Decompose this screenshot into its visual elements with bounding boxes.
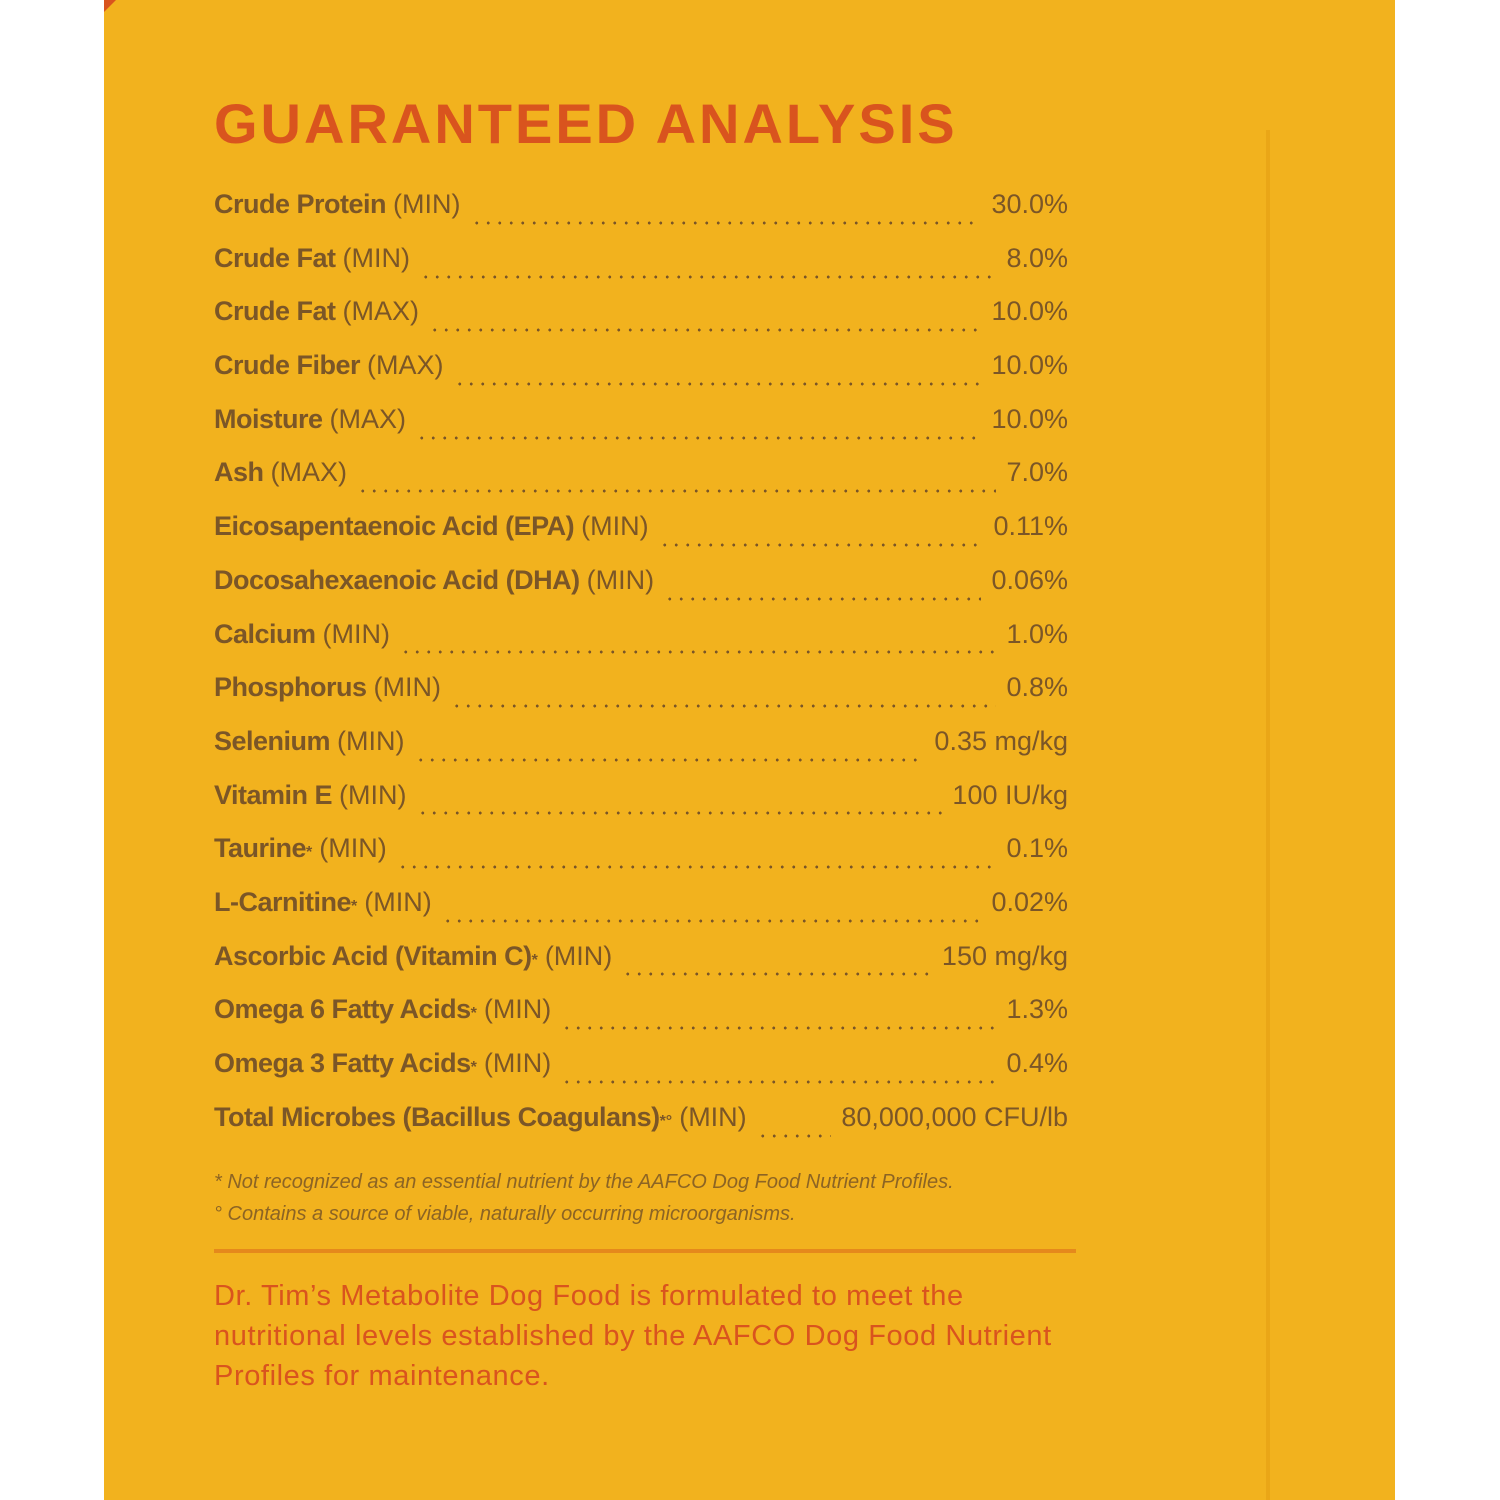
nutrient-value: 100 IU/kg (952, 779, 1068, 810)
nutrient-qualifier: (MIN) (373, 672, 441, 703)
analysis-row (214, 619, 1068, 673)
nutrient-value: 80,000,000 CFU/lb (841, 1101, 1068, 1132)
nutrient-name: Ash (214, 457, 264, 488)
analysis-row (214, 404, 1068, 458)
nutrient-qualifier: (MIN) (483, 994, 552, 1025)
dot-leader (416, 436, 981, 440)
nutrient-name: Docosahexaenoic Acid (DHA) (214, 564, 580, 595)
nutrient-name: Moisture (214, 403, 323, 434)
nutrient-value: 1.0% (1006, 618, 1068, 649)
footnote-asterisk: * Not recognized as an essential nutrient by the AAFCO Dog Food Nutrient Profiles. (214, 1171, 954, 1193)
nutrient-qualifier: (MIN) (337, 725, 405, 756)
nutrient-name: L-Carnitine (214, 886, 352, 917)
aafco-statement: Dr. Tim’s Metabolite Dog Food is formulated to meet the nutritional levels established by the AAFCO Dog Food Nutrient Profiles for maintenance. (214, 1280, 1052, 1392)
nutrient-value: 0.8% (1006, 672, 1068, 703)
nutrient-value: 8.0% (1006, 242, 1068, 273)
nutrient-value: 10.0% (991, 296, 1068, 327)
analysis-row: L-Carnitine * (MIN) 0.02% (214, 887, 1068, 941)
dot-leader (664, 597, 981, 601)
analysis-list (214, 189, 1068, 1155)
nutrient-name: Crude Fiber (214, 350, 361, 381)
dot-leader (415, 758, 925, 762)
dot-leader (420, 275, 996, 279)
vertical-guide-line (1266, 130, 1270, 1500)
dot-leader (429, 328, 981, 332)
analysis-row: Total Microbes (Bacillus Coagulans) *° (MIN) 80,000,000 CFU/lb (214, 1102, 1068, 1156)
nutrient-name: Crude Fat (214, 242, 336, 273)
nutrient-qualifier: (MAX) (342, 296, 420, 327)
dot-leader (397, 865, 997, 869)
analysis-row: Taurine * (MIN) 0.1% (214, 833, 1068, 887)
nutrient-name: Omega 3 Fatty Acids (214, 1048, 471, 1078)
nutrient-value: 7.0% (1006, 457, 1068, 488)
nutrient-name: Taurine (214, 833, 307, 864)
dot-leader (417, 811, 943, 815)
dot-leader (659, 543, 984, 547)
nutrient-qualifier: (MIN) (544, 940, 613, 971)
dot-leader (400, 650, 996, 654)
nutrient-qualifier: (MIN) (322, 618, 391, 649)
nutrient-qualifier: (MIN) (483, 1048, 552, 1078)
nutrient-value: 150 mg/kg (941, 940, 1068, 971)
nutrient-value: 0.1% (1006, 833, 1068, 864)
analysis-row (214, 350, 1068, 404)
analysis-row (214, 672, 1068, 726)
nutrient-qualifier: (MIN) (364, 886, 432, 917)
nutrient-value: 10.0% (991, 350, 1068, 381)
nutrient-qualifier: (MIN) (319, 833, 387, 864)
dot-leader (442, 919, 982, 923)
analysis-row (214, 726, 1068, 780)
nutrient-name: Total Microbes (Bacillus Coagulans) (214, 1101, 660, 1132)
dot-leader (561, 1080, 996, 1084)
nutrient-qualifier: (MIN) (581, 511, 649, 542)
analysis-row (214, 565, 1068, 619)
divider (214, 1249, 1076, 1253)
nutrient-value: 30.0% (991, 189, 1068, 219)
analysis-row (214, 189, 1068, 243)
corner-mark (104, 0, 116, 12)
dot-leader (622, 972, 932, 976)
nutrient-name: Crude Protein (214, 189, 387, 219)
nutrient-name: Crude Fat (214, 296, 336, 327)
nutrient-value: 0.11% (993, 511, 1068, 542)
nutrient-qualifier: (MIN) (339, 779, 407, 810)
nutrient-qualifier: (MIN) (342, 242, 410, 273)
analysis-row: Omega 6 Fatty Acids * (MIN) 1.3% (214, 994, 1068, 1048)
nutrient-name: Calcium (214, 618, 316, 649)
nutrient-value: 0.06% (991, 564, 1068, 595)
nutrient-name: Ascorbic Acid (Vitamin C) (214, 940, 532, 971)
nutrient-value: 0.35 mg/kg (934, 725, 1068, 756)
nutrient-name: Phosphorus (214, 672, 367, 703)
nutrient-name: Eicosapentaenoic Acid (EPA) (214, 511, 575, 542)
page-title: GUARANTEED ANALYSIS (214, 92, 958, 155)
analysis-row (214, 243, 1068, 297)
analysis-row (214, 511, 1068, 565)
analysis-row: Ascorbic Acid (Vitamin C) * (MIN) 150 mg/kg (214, 941, 1068, 995)
nutrient-value: 0.4% (1006, 1048, 1068, 1078)
analysis-row (214, 780, 1068, 834)
nutrient-value: 10.0% (991, 403, 1068, 434)
dot-leader (561, 1026, 996, 1030)
nutrient-name: Vitamin E (214, 779, 333, 810)
dot-leader (757, 1134, 832, 1138)
footnote-degree: ° Contains a source of viable, naturally occurring microorganisms. (214, 1203, 796, 1225)
dot-leader (471, 221, 982, 225)
nutrient-value: 1.3% (1006, 994, 1068, 1025)
analysis-row: Omega 3 Fatty Acids * (MIN) 0.4% (214, 1048, 1068, 1102)
nutrient-name: Selenium (214, 725, 331, 756)
dot-leader (451, 704, 996, 708)
dot-leader (454, 382, 982, 386)
nutrient-qualifier: (MIN) (586, 564, 655, 595)
nutrient-qualifier: (MAX) (367, 350, 444, 381)
analysis-panel (104, 0, 1395, 1500)
nutrient-qualifier: (MAX) (329, 403, 407, 434)
nutrient-value: 0.02% (991, 886, 1068, 917)
nutrient-qualifier: (MAX) (270, 457, 348, 488)
nutrient-name: Omega 6 Fatty Acids (214, 994, 471, 1025)
analysis-row (214, 296, 1068, 350)
footnotes (214, 1166, 1114, 1230)
nutrient-qualifier: (MIN) (679, 1101, 747, 1132)
analysis-row (214, 457, 1068, 511)
nutrient-qualifier: (MIN) (393, 189, 461, 219)
dot-leader (357, 489, 996, 493)
